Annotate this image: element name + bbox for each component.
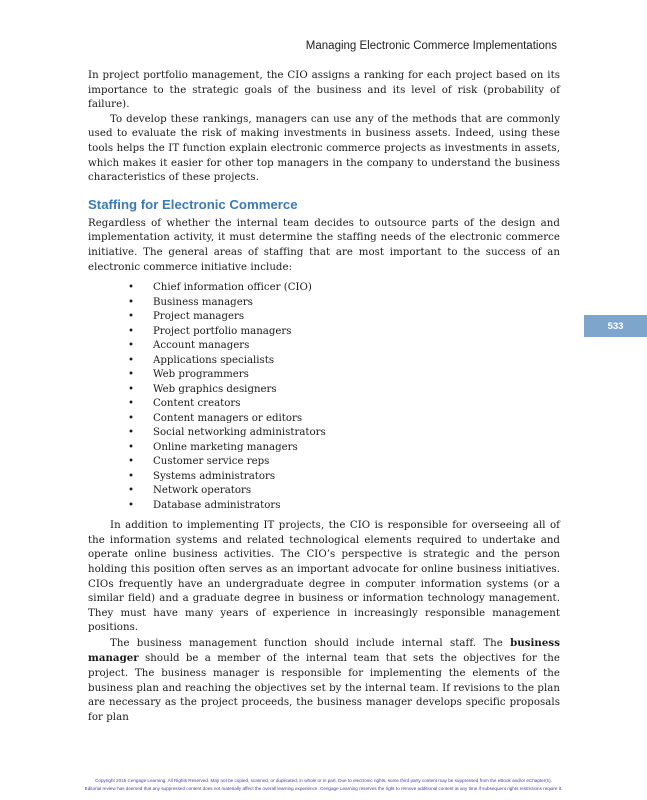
bullet-icon: • [128,354,135,366]
list-item: • Chief information officer (CIO) [128,281,560,296]
bullet-icon: • [128,485,135,497]
bullet-icon: • [128,311,135,323]
paragraph-cio: In addition to implementing IT projects, the CIO is responsible for overseeing all of the information systems and related technological elements required to undertake and operate online business activities. The CIO’s perspective is strategic and the person holding this position often serves as an important advocate for online business initiatives. CIOs frequently have an undergraduate degree in computer information systems (or a similar field) and a graduate degree in business or information technology management. They must have many years of experience in increasingly responsible management positions. [88,520,560,634]
list-item: • Content creators [128,397,560,412]
running-head: Managing Electronic Commerce Implementations [305,40,557,52]
paragraph-rankings: To develop these rankings, managers can use any of the methods that are commonly used to evaluate the risk of making investments in business assets. Indeed, using these tools helps the IT function explain electronic commerce projects as investments in assets, which makes it easier for other top managers in the company to understand the business characteristics of these projects. [88,113,560,184]
list-item: • Content managers or editors [128,412,560,427]
bullet-icon: • [128,412,135,424]
bullet-icon: • [128,441,135,453]
list-item: • Database administrators [128,499,560,514]
bullet-icon: • [128,383,135,395]
bullet-icon: • [128,456,135,468]
paragraph-business-manager: The business management function should include internal staff. The business manager should be a member of the internal team that sets the objectives for the project. The business manager is responsible for implementing the elements of the business plan and reaching the objectives set by the internal team. If revisions to the plan are necessary as the project proceeds, the business manager develops specific proposals for plan [88,636,560,723]
list-item: • Account managers [128,339,560,354]
list-item: • Web graphics designers [128,383,560,398]
list-item: • Project managers [128,310,560,325]
bullet-icon: • [128,499,135,511]
staff-roles-list [88,281,560,513]
bullet-icon: • [128,470,135,482]
list-item: • Network operators [128,484,560,499]
list-item: • Social networking administrators [128,426,560,441]
list-item: • Business managers [128,296,560,311]
list-item: • Web programmers [128,368,560,383]
bullet-icon: • [128,427,135,439]
term-business-manager: business manager [88,636,560,665]
bullet-icon: • [128,282,135,294]
list-item: • Online marketing managers [128,441,560,456]
footer-line-2: Editorial review has deemed that any suppressed content does not materially affect the overall learning experience. Cengage Learning reserves the right to remove additional content at any time if subsequent rights restrictions require it. [84,785,563,791]
list-item: • Project portfolio managers [128,325,560,340]
section-title: Staffing for Electronic Commerce [88,196,298,212]
bullet-icon: • [128,340,135,352]
footer-line-1: Copyright 2015 Cengage Learning. All Rights Reserved. May not be copied, scanned, or duplicated, in whole or in part. Due to electronic rights, some third party content may be suppressed from the eBook and/or eChapter(s). [95,778,552,783]
list-item: • Customer service reps [128,455,560,470]
bullet-icon: • [128,296,135,308]
page-number-tab [584,315,647,337]
list-item: • Systems administrators [128,470,560,485]
bullet-icon: • [128,398,135,410]
copyright-footer [0,777,647,792]
page-content [88,69,560,725]
page-number: 533 [607,320,624,332]
bullet-icon: • [128,325,135,337]
list-item: • Applications specialists [128,354,560,369]
bullet-icon: • [128,369,135,381]
paragraph-portfolio: In project portfolio management, the CIO assigns a ranking for each project based on its importance to the strategic goals of the business and its level of risk (probability of failure). [88,70,560,111]
paragraph-staffing-intro: Regardless of whether the internal team decides to outsource parts of the design and implementation activity, it must determine the staffing needs of the electronic commerce initiative. The general areas of staffing that are most important to the success of an electronic commerce initiative include: [88,217,560,273]
